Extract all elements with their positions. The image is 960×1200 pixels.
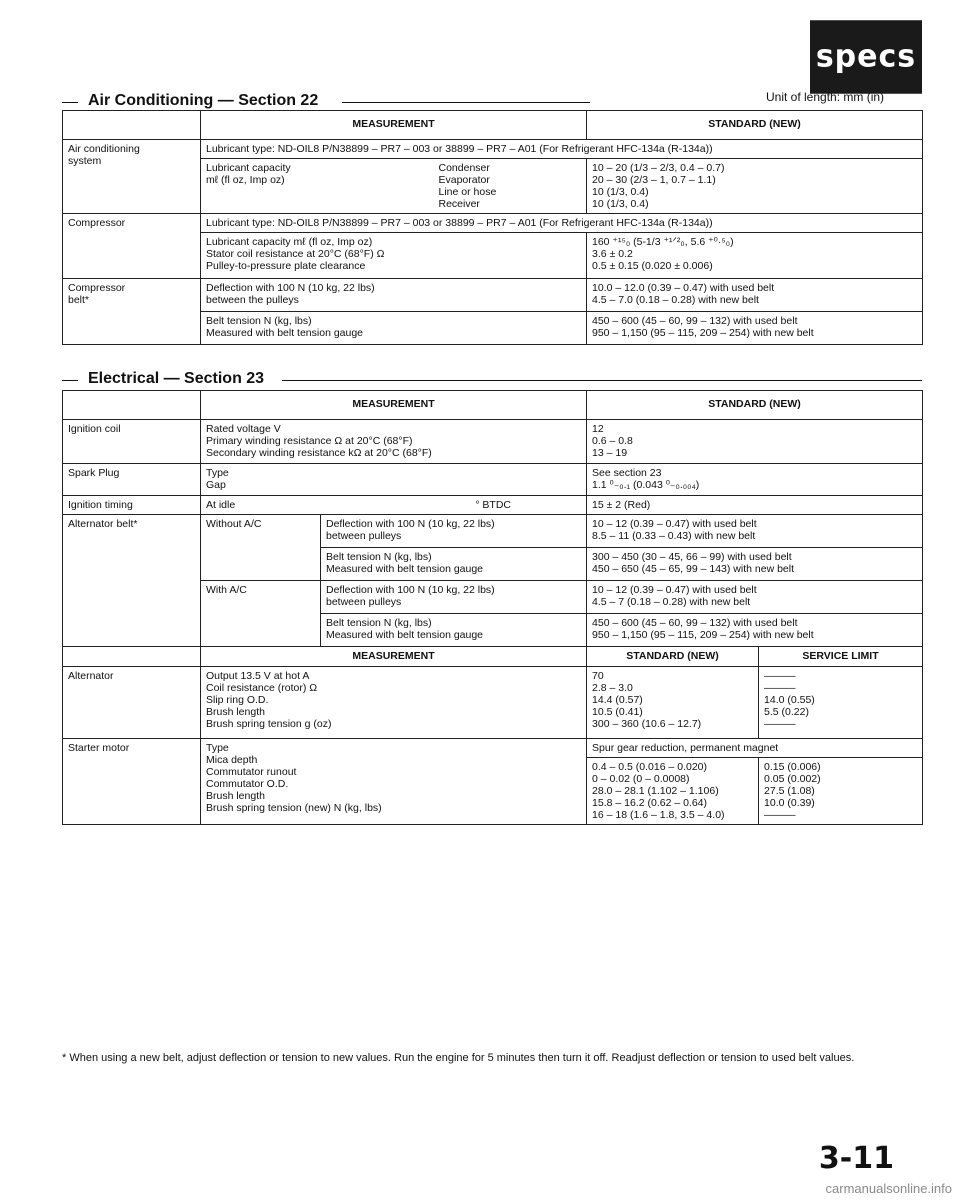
el-plug-label: Spark Plug [63,464,201,496]
el-alt-limits: ——— ——— 14.0 (0.55) 5.5 (0.22) ——— [759,667,923,739]
el-header-standard: STANDARD (NEW) [587,391,923,420]
ac-header-standard: STANDARD (NEW) [587,111,923,140]
ac-capacity-cell [201,159,587,214]
el-header-measurement: MEASUREMENT [201,391,587,420]
el-alt-values: 70 2.8 – 3.0 14.4 (0.57) 10.5 (0.41) 300 – 360 (10.6 – 12.7) [587,667,759,739]
ac-compressor-label: Compressor [63,214,201,279]
title-rule-left [62,102,78,103]
ac-system-lubricant: Lubricant type: ND-OIL8 P/N38899 – PR7 – 003 or 38899 – PR7 – A01 (For Refrigerant HFC-134a (R-134a)) [201,140,923,159]
el-with-ac: With A/C [201,581,321,647]
unit-note: Unit of length: mm (in) [766,90,885,104]
el-timing-item: At idle [206,499,236,511]
ac-belt-deflection-values: 10.0 – 12.0 (0.39 – 0.47) with used belt 4.5 – 7.0 (0.18 – 0.28) with new belt [587,279,923,312]
el-alt-items: Output 13.5 V at hot A Coil resistance (rotor) Ω Slip ring O.D. Brush length Brush spring tension g (oz) [201,667,587,739]
el-timing-cell [201,496,587,515]
el-section-title: Electrical — Section 23 [88,370,265,387]
ac-header-blank [63,111,201,140]
watermark: carmanualsonline.info [825,1181,952,1196]
el-wo-deflection-values: 10 – 12 (0.39 – 0.47) with used belt 8.5 – 11 (0.33 – 0.43) with new belt [587,515,923,548]
el-starter-type: Spur gear reduction, permanent magnet [587,739,923,758]
el-wo-tension-values: 300 – 450 (30 – 45, 66 – 99) with used belt 450 – 650 (45 – 65, 99 – 143) with new belt [587,548,923,581]
el-alt-belt-label: Alternator belt* [63,515,201,647]
el-w-deflection: Deflection with 100 N (10 kg, 22 lbs) between pulleys [321,581,587,614]
el-w-deflection-values: 10 – 12 (0.39 – 0.47) with used belt 4.5 – 7 (0.18 – 0.28) with new belt [587,581,923,614]
el-starter-limits: 0.15 (0.006) 0.05 (0.002) 27.5 (1.08) 10.0 (0.39) ——— [759,758,923,825]
el-header-blank [63,391,201,420]
ac-capacity-label: Lubricant capacity mℓ (fl oz, Imp oz) [206,162,291,186]
specs-badge: specs [810,20,922,94]
el-alt-label: Alternator [63,667,201,739]
el-spec-table [62,390,923,825]
el-header2-blank [63,647,201,667]
page-number: 3-11 [818,1141,894,1176]
el-timing-label: Ignition timing [63,496,201,515]
el-wo-tension: Belt tension N (kg, lbs) Measured with belt tension gauge [321,548,587,581]
ac-compressor-items: Lubricant capacity mℓ (fl oz, Imp oz) Stator coil resistance at 20°C (68°F) Ω Pulley-to-pressure plate clearance [201,233,587,279]
ac-capacity-values: 10 – 20 (1/3 – 2/3, 0.4 – 0.7) 20 – 30 (2/3 – 1, 0.7 – 1.1) 10 (1/3, 0.4) 10 (1/3, 0.4) [587,159,923,214]
el-without-ac: Without A/C [201,515,321,581]
ac-system-label: Air conditioning system [63,140,201,214]
ac-spec-table [62,110,923,345]
ac-section-title: Air Conditioning — Section 22 [88,92,319,109]
title-rule-right [282,380,922,381]
el-starter-values: 0.4 – 0.5 (0.016 – 0.020) 0 – 0.02 (0 – 0.0008) 28.0 – 28.1 (1.102 – 1.106) 15.8 – 16.2 (0.62 – 0.64) 16 – 18 (1.6 – 1.8, 3.5 – 4.0) [587,758,759,825]
el-header2-standard: STANDARD (NEW) [587,647,759,667]
title-rule-left [62,380,78,381]
ac-belt-label: Compressor belt* [63,279,201,345]
el-w-tension: Belt tension N (kg, lbs) Measured with belt tension gauge [321,614,587,647]
ac-compressor-values: 160 ⁺¹⁵₀ (5-1/3 ⁺¹ᐟ²₀, 5.6 ⁺⁰·⁵₀) 3.6 ± 0.2 0.5 ± 0.15 (0.020 ± 0.006) [587,233,923,279]
ac-header-measurement: MEASUREMENT [201,111,587,140]
footnote: * When using a new belt, adjust deflection or tension to new values. Run the engine for 5 minutes then turn it off. Readjust deflection or tension to used belt values. [62,1052,855,1064]
el-coil-values: 12 0.6 – 0.8 13 – 19 [587,420,923,464]
el-timing-unit: ° BTDC [475,499,512,511]
el-starter-label: Starter motor [63,739,201,825]
el-plug-items: Type Gap [201,464,587,496]
el-header2-service: SERVICE LIMIT [759,647,923,667]
ac-belt-deflection: Deflection with 100 N (10 kg, 22 lbs) between the pulleys [201,279,587,312]
title-rule-right [342,102,590,103]
el-starter-items: Type Mica depth Commutator runout Commutator O.D. Brush length Brush spring tension (new) N (kg, lbs) [201,739,587,825]
el-coil-label: Ignition coil [63,420,201,464]
el-timing-value: 15 ± 2 (Red) [587,496,923,515]
el-coil-items: Rated voltage V Primary winding resistance Ω at 20°C (68°F) Secondary winding resistance kΩ at 20°C (68°F) [201,420,587,464]
el-plug-values: See section 23 1.1 ⁰₋₀.₁ (0.043 ⁰₋₀.₀₀₄) [587,464,923,496]
ac-compressor-lubricant: Lubricant type: ND-OIL8 P/N38899 – PR7 – 003 or 38899 – PR7 – A01 (For Refrigerant HFC-134a (R-134a)) [201,214,923,233]
el-wo-deflection: Deflection with 100 N (10 kg, 22 lbs) between pulleys [321,515,587,548]
ac-capacity-parts: Condenser Evaporator Line or hose Receiver [438,162,497,210]
el-header2-measurement: MEASUREMENT [201,647,587,667]
el-w-tension-values: 450 – 600 (45 – 60, 99 – 132) with used belt 950 – 1,150 (95 – 115, 209 – 254) with new belt [587,614,923,647]
ac-belt-tension-values: 450 – 600 (45 – 60, 99 – 132) with used belt 950 – 1,150 (95 – 115, 209 – 254) with new belt [587,312,923,345]
ac-belt-tension: Belt tension N (kg, lbs) Measured with belt tension gauge [201,312,587,345]
